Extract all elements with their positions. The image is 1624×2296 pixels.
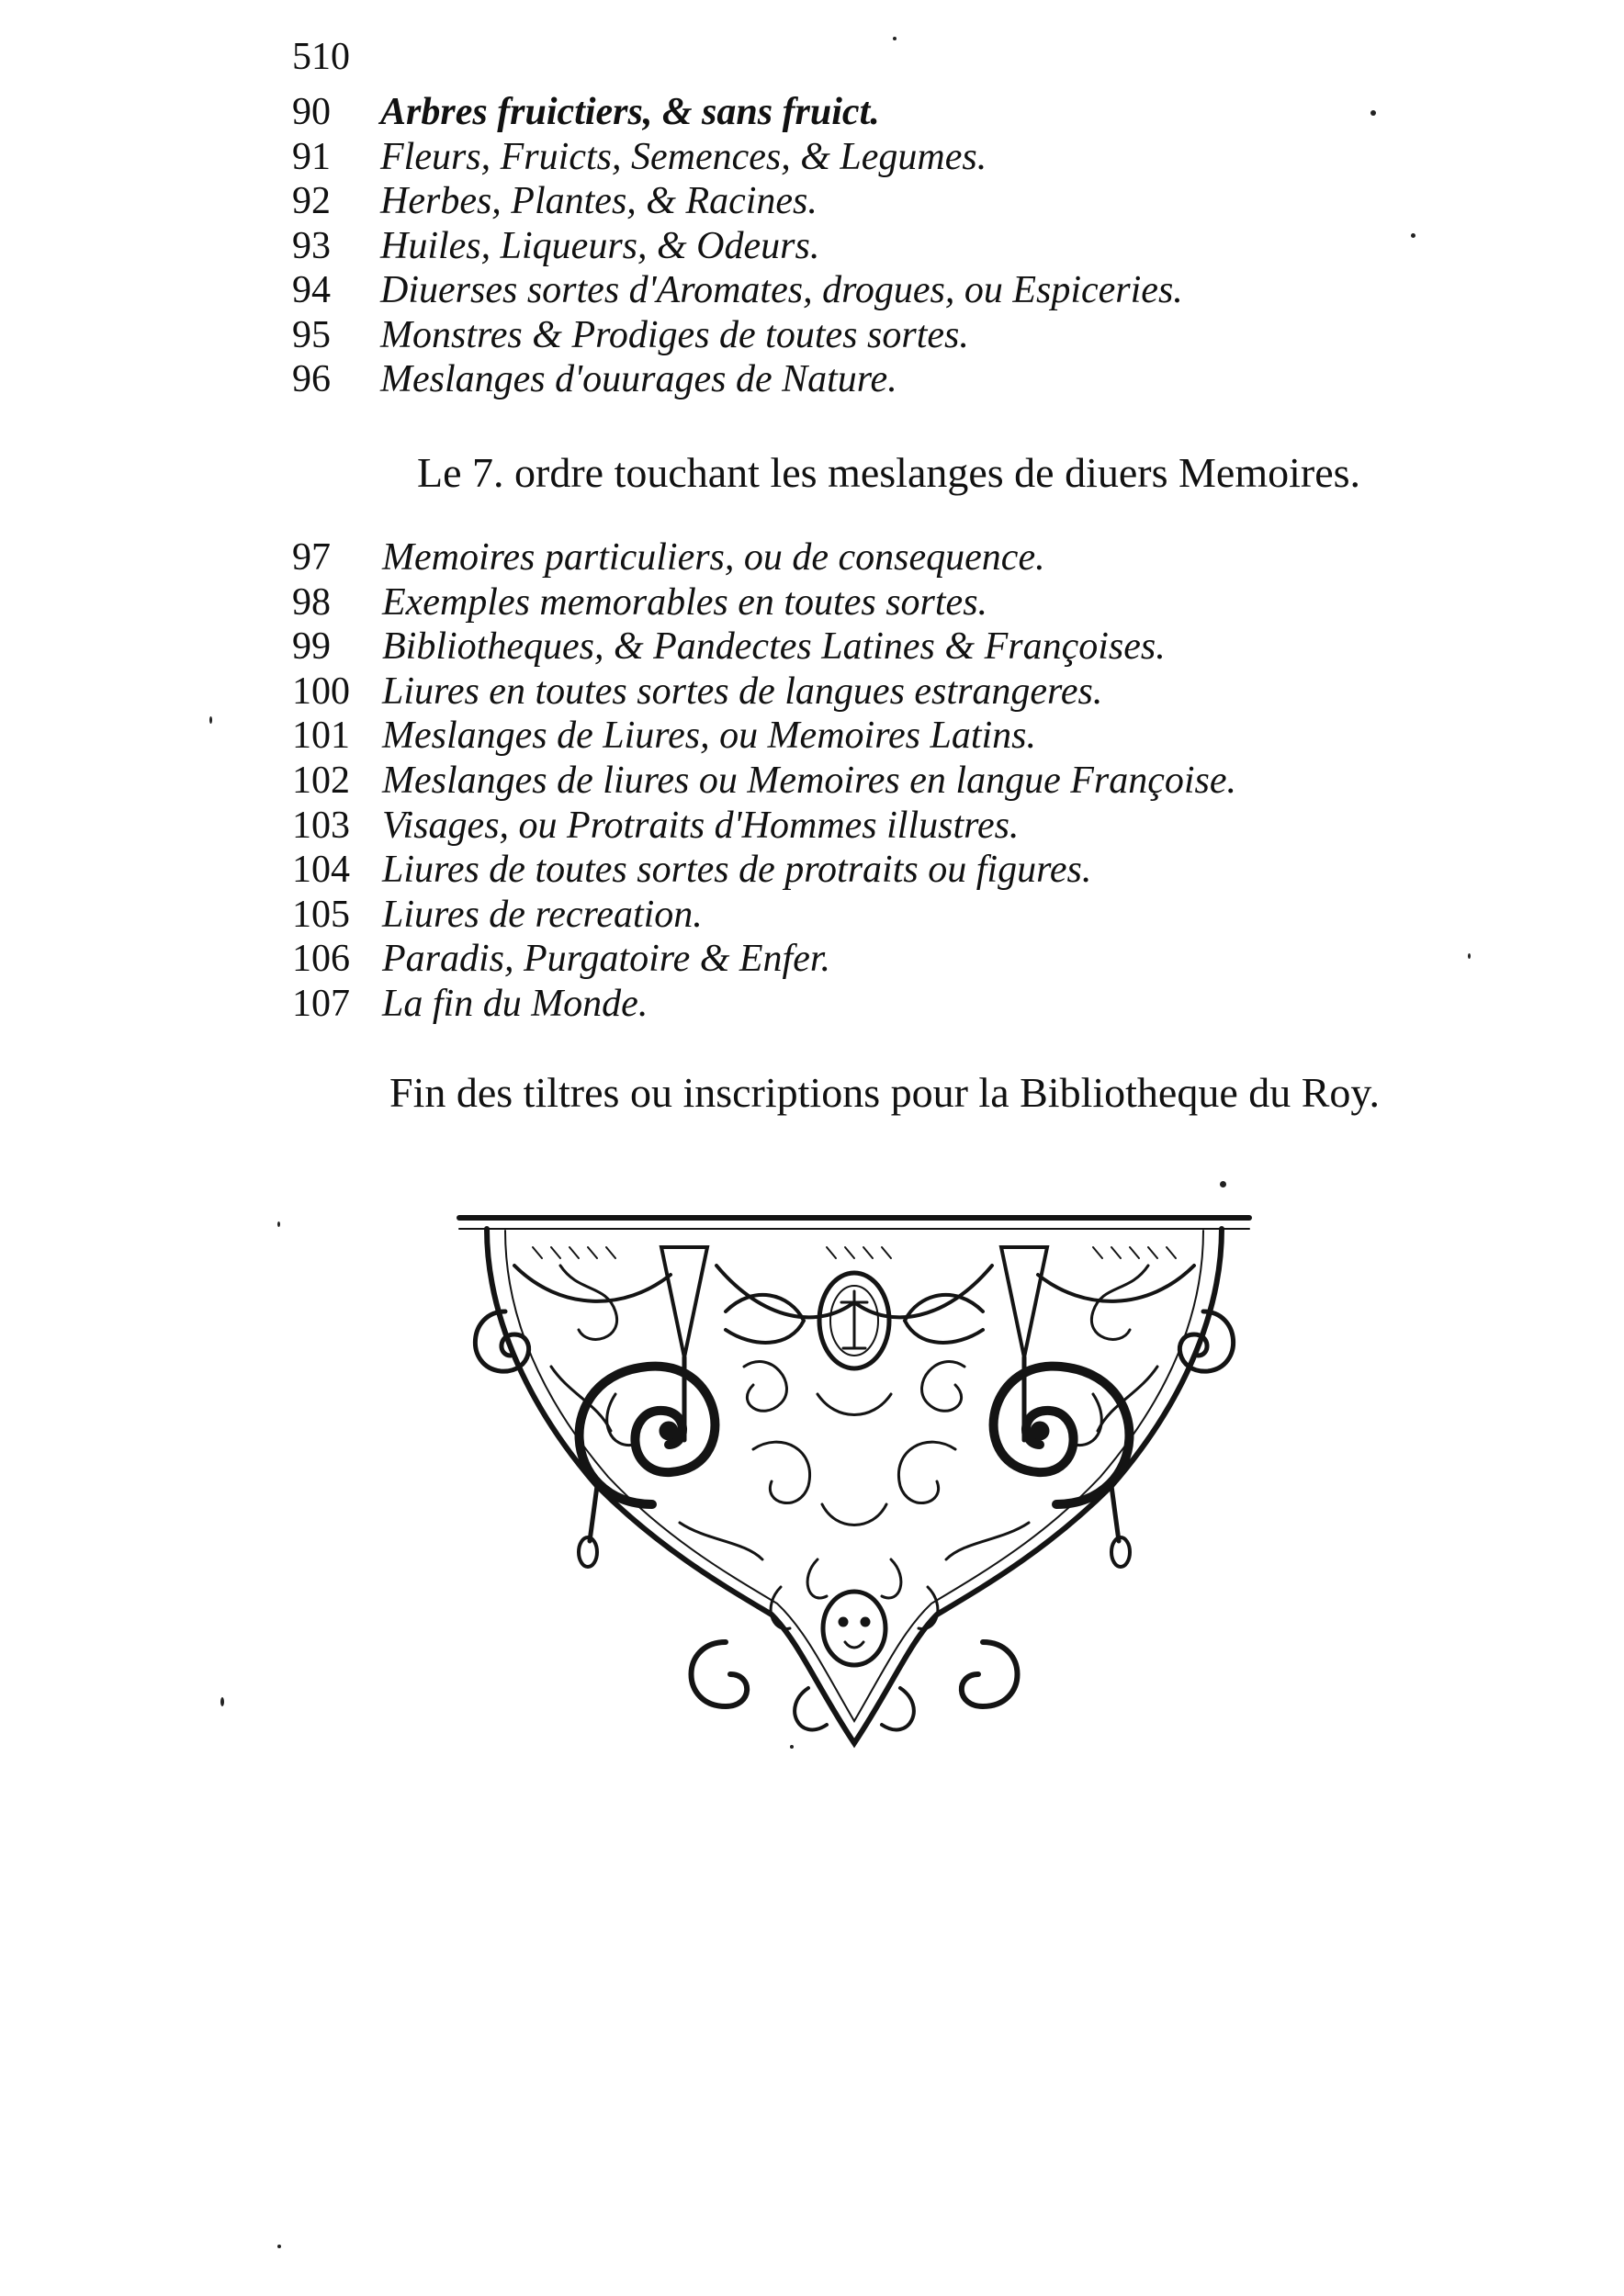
entry-text: Huiles, Liqueurs, & Odeurs. [380, 224, 820, 267]
entry-text: Arbres fruictiers, & sans fruict. [380, 91, 880, 133]
list-item [292, 224, 1394, 269]
entry-text: Meslanges de Liures, ou Memoires Latins. [382, 715, 1037, 758]
list-item [292, 937, 1394, 982]
entry-number: 100 [292, 670, 350, 713]
entry-text: Visages, ou Protraits d'Hommes illustres. [382, 804, 1020, 847]
list-item [292, 357, 1394, 402]
entry-number: 91 [292, 135, 331, 178]
list-item [292, 848, 1394, 893]
entry-text: Memoires particuliers, ou de consequence. [382, 536, 1045, 579]
list-item [292, 670, 1394, 715]
list-item [292, 982, 1394, 1027]
list-item [292, 759, 1394, 804]
entry-number: 101 [292, 715, 350, 758]
list-item [292, 625, 1394, 670]
section-heading: Le 7. ordre touchant les meslanges de diuers Memoires. [417, 449, 1361, 496]
entry-number: 105 [292, 893, 350, 936]
entry-number: 103 [292, 804, 350, 847]
ink-speck [220, 1697, 224, 1706]
entry-number: 92 [292, 180, 331, 222]
entry-number: 106 [292, 938, 350, 981]
list-item [292, 535, 1394, 580]
ink-speck [277, 1221, 280, 1227]
entry-number: 104 [292, 849, 350, 892]
entry-list-section-7 [292, 535, 1394, 1027]
list-item [292, 580, 1394, 625]
entry-text: Bibliotheques, & Pandectes Latines & Françoises. [382, 625, 1166, 669]
entry-text: Diuerses sortes d'Aromates, drogues, ou Espiceries. [380, 269, 1183, 311]
entry-number: 98 [292, 580, 331, 624]
entry-text: Monstres & Prodiges de toutes sortes. [380, 313, 969, 356]
closing-line: Fin des tiltres ou inscriptions pour la Bibliotheque du Roy. [389, 1069, 1380, 1116]
entry-text: Fleurs, Fruicts, Semences, & Legumes. [380, 135, 987, 178]
list-item [292, 714, 1394, 759]
tailpiece-ornament-icon [450, 1210, 1258, 1761]
ink-speck [1220, 1181, 1226, 1187]
entry-number: 102 [292, 759, 350, 802]
ink-speck [1468, 953, 1471, 959]
entry-text: Herbes, Plantes, & Racines. [380, 180, 818, 222]
ink-speck [1370, 110, 1376, 116]
entry-number: 94 [292, 269, 331, 311]
list-item [292, 179, 1394, 224]
entry-text: Paradis, Purgatoire & Enfer. [382, 938, 831, 981]
list-item [292, 313, 1394, 358]
list-item [292, 268, 1394, 313]
ink-speck [1411, 233, 1415, 238]
entry-number: 95 [292, 313, 331, 356]
entry-number: 90 [292, 91, 331, 133]
entry-number: 96 [292, 358, 331, 400]
entry-number: 97 [292, 536, 331, 579]
ink-speck [790, 1745, 794, 1749]
list-item [292, 804, 1394, 849]
list-item [292, 135, 1394, 180]
list-item [292, 893, 1394, 938]
entry-number: 99 [292, 625, 331, 669]
entry-text: Exemples memorables en toutes sortes. [382, 580, 988, 624]
entry-number: 107 [292, 982, 350, 1025]
entry-number: 93 [292, 224, 331, 267]
entry-text: Liures de toutes sortes de protraits ou figures. [382, 849, 1092, 892]
entry-text: Liures de recreation. [382, 893, 703, 936]
ink-speck [209, 716, 212, 724]
entry-text: La fin du Monde. [382, 982, 648, 1025]
entry-list-section-6 [292, 90, 1394, 402]
entry-text: Liures en toutes sortes de langues estrangeres. [382, 670, 1103, 713]
page-number: 510 [292, 36, 350, 78]
entry-text: Meslanges de liures ou Memoires en langue Françoise. [382, 759, 1237, 802]
list-item [292, 90, 1394, 135]
entry-text: Meslanges d'ouurages de Nature. [380, 358, 897, 400]
ink-speck [893, 37, 897, 40]
ink-speck [277, 2245, 281, 2248]
